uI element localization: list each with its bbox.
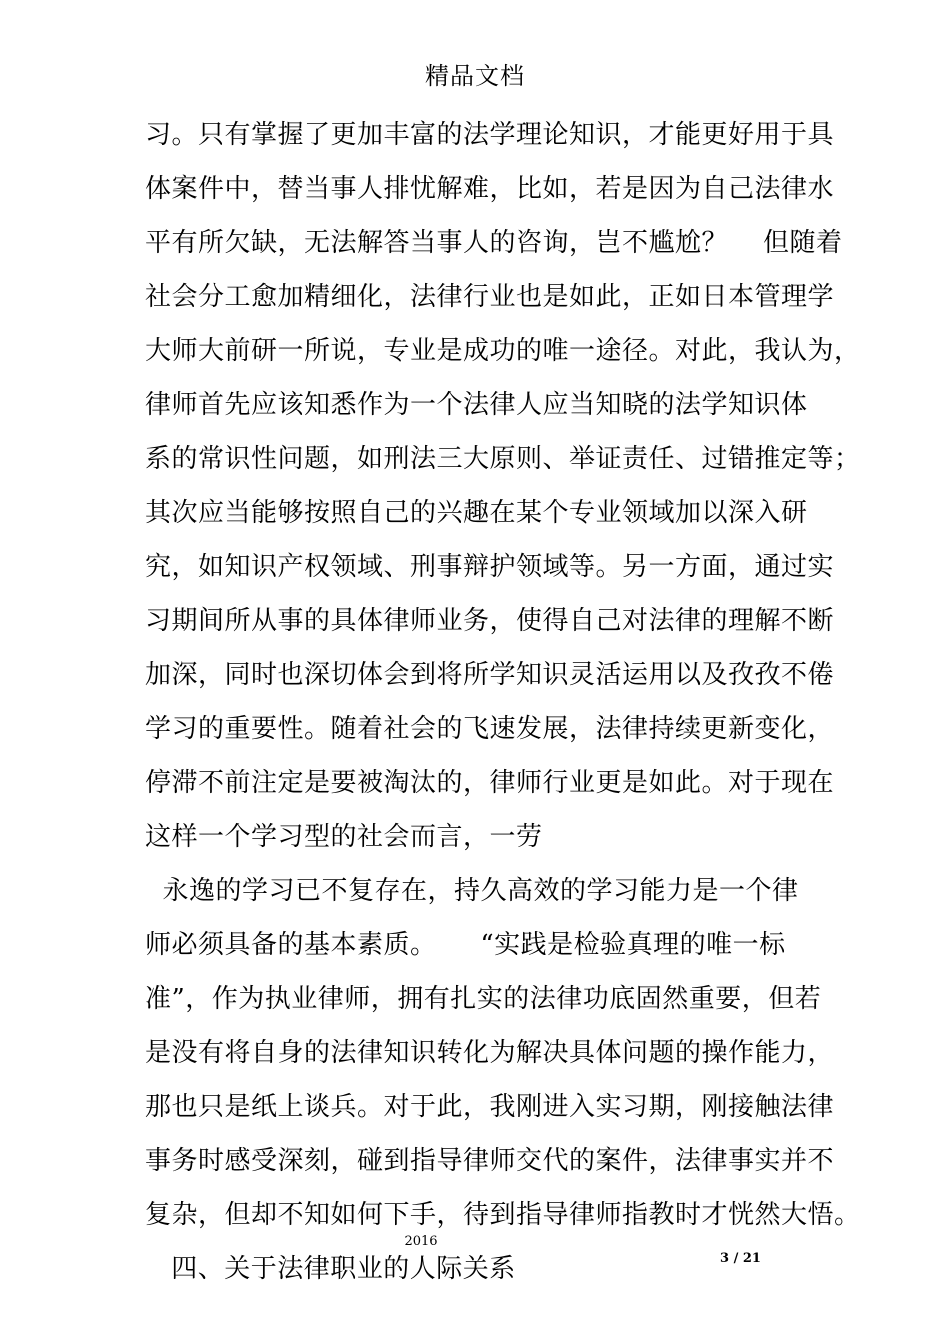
text-line: 平有所欠缺，无法解答当事人的咨询，岂不尴尬？ 但随着 — [145, 228, 843, 258]
text-line: 师必须具备的基本素质。 “实践是检验真理的唯一标 — [145, 930, 786, 960]
text-line: 学习的重要性。随着社会的飞速发展，法律持续更新变化， — [145, 714, 835, 744]
text-line: 大师大前研一所说，专业是成功的唯一途径。对此，我认为， — [145, 336, 861, 366]
text-line: 习。只有掌握了更加丰富的法学理论知识，才能更好用于具 — [145, 120, 835, 150]
text-line: 那也只是纸上谈兵。对于此，我刚进入实习期，刚接触法律 — [145, 1092, 835, 1122]
page-number: 3 / 21 — [720, 1251, 761, 1266]
text-line: 停滞不前注定是要被淘汰的，律师行业更是如此。对于现在 — [145, 768, 835, 798]
text-line: 这样一个学习型的社会而言，一劳 — [145, 822, 543, 852]
text-line: 复杂，但却不知如何下手，待到指导律师指教时才恍然大悟。 — [145, 1200, 861, 1230]
text-line: 准”，作为执业律师，拥有扎实的法律功底固然重要，但若 — [145, 984, 822, 1014]
text-line: 究，如知识产权领域、刑事辩护领域等。另一方面，通过实 — [145, 552, 835, 582]
text-line: 体案件中，替当事人排忧解难，比如，若是因为自己法律水 — [145, 174, 835, 204]
text-line: 是没有将自身的法律知识转化为解决具体问题的操作能力， — [145, 1038, 835, 1068]
text-line: 事务时感受深刻，碰到指导律师交代的案件，法律事实并不 — [145, 1146, 835, 1176]
footer-year: 2016 — [404, 1234, 438, 1249]
text-line: 习期间所从事的具体律师业务，使得自己对法律的理解不断 — [145, 606, 835, 636]
text-line: 其次应当能够按照自己的兴趣在某个专业领域加以深入研 — [145, 498, 808, 528]
text-line: 加深，同时也深切体会到将所学知识灵活运用以及孜孜不倦 — [145, 660, 835, 690]
text-line: 社会分工愈加精细化，法律行业也是如此，正如日本管理学 — [145, 282, 835, 312]
text-line: 系的常识性问题，如刑法三大原则、举证责任、过错推定等； — [145, 444, 861, 474]
section-heading: 四、关于法律职业的人际关系 — [145, 1254, 516, 1284]
page-header-title: 精品文档 — [425, 62, 525, 90]
text-line: 永逸的学习已不复存在，持久高效的学习能力是一个律 — [145, 876, 799, 906]
text-line: 律师首先应该知悉作为一个法律人应当知晓的法学知识体 — [145, 390, 808, 420]
